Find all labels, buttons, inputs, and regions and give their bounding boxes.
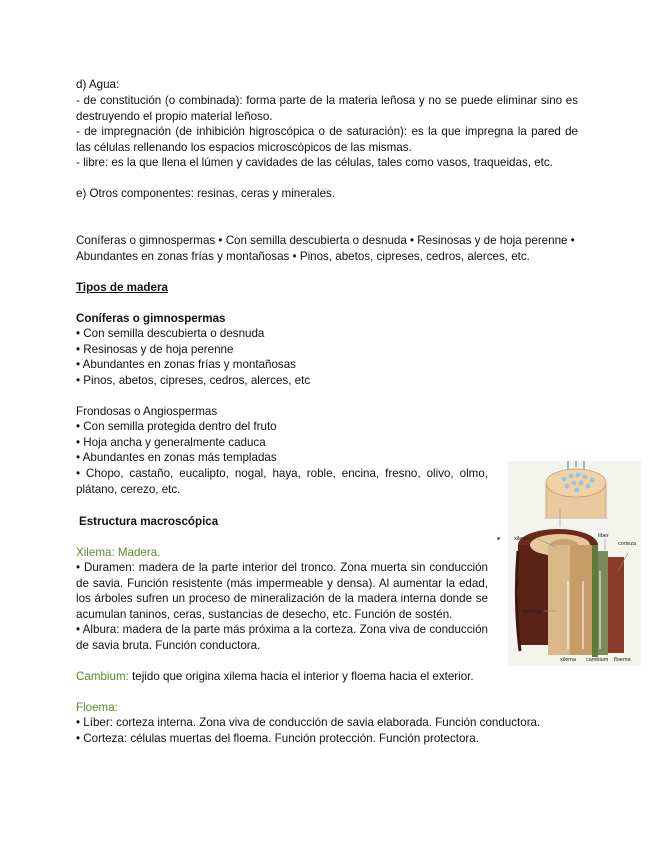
- estructura-heading: Estructura macroscópica: [79, 515, 219, 528]
- coniferas-item: • Pinos, abetos, cipreses, cedros, alerces, etc: [76, 374, 311, 387]
- cambium-label: Cambium:: [76, 670, 129, 683]
- tipos-heading: Tipos de madera: [76, 281, 168, 294]
- coniferas-summary: Coníferas o gimnospermas • Con semilla descubierta o desnuda • Resinosas y de hoja perenne • Abundantes en zonas frías y montañosas • Pinos, abetos, cipreses, cedros, alerces, etc.: [76, 234, 575, 263]
- frondosas-heading: Frondosas o Angiospermas: [76, 405, 218, 418]
- red-marker: [497, 537, 500, 540]
- coniferas-item: • Con semilla descubierta o desnuda: [76, 327, 265, 340]
- floema-item: • Líber: corteza interna. Zona viva de conducción de savia elaborada. Función conductora.: [76, 716, 541, 729]
- coniferas-item: • Abundantes en zonas frías y montañosas: [76, 358, 296, 371]
- frondosas-item: • Abundantes en zonas más templadas: [76, 451, 277, 464]
- agua-heading: d) Agua:: [76, 78, 120, 91]
- figure-label-cambium: cambium: [586, 657, 609, 663]
- cambium-text: tejido que origina xilema hacia el interior y floema hacia el exterior.: [128, 670, 474, 683]
- floema-heading: Floema:: [76, 701, 118, 714]
- xilema-duramen: • Duramen: madera de la parte interior del tronco. Zona muerta sin conducción de savia. Función resistente (más impermeable y densa). Al aumentar la edad, los árboles sufren un proceso de mineralización de la madera interna donde se acumulan taninos, ceras, sustancias de desecho, etc. Función de sostén.: [76, 561, 488, 621]
- figure-label-xilema-bottom: xilema: [560, 657, 576, 663]
- frondosas-item: • Con semilla protegida dentro del fruto: [76, 420, 277, 433]
- agua-libre: - libre: es la que llena el lúmen y cavidades de las células, tales como vasos, traqueidas, etc.: [76, 156, 553, 169]
- coniferas-heading: Coníferas o gimnospermas: [76, 312, 226, 325]
- floema-item: • Corteza: células muertas del floema. Función protección. Función protectora.: [76, 732, 479, 745]
- agua-constitucion: - de constitución (o combinada): forma parte de la materia leñosa y no se puede eliminar sino es destruyendo el propio material leñoso.: [76, 94, 578, 123]
- figure-label-corteza: corteza: [618, 541, 637, 547]
- frondosas-item: • Chopo, castaño, eucalipto, nogal, haya, roble, encina, fresno, olivo, olmo, plátano, cerezo, etc.: [76, 467, 488, 496]
- figure-label-xilema: xilema: [514, 536, 530, 542]
- agua-impregnacion: - de impregnación (de inhibición higroscópica o de saturación): es la que impregna la pared de las células rellenando los espacios microscópicos de las mismas.: [76, 125, 578, 154]
- otros-componentes: e) Otros componentes: resinas, ceras y minerales.: [76, 187, 336, 200]
- figure-label-duramen: duramen: [522, 609, 544, 615]
- coniferas-item: • Resinosas y de hoja perenne: [76, 343, 234, 356]
- figure-label-liber: líber: [598, 533, 609, 539]
- xilema-heading: Xilema: Madera.: [76, 546, 161, 559]
- cambium-paragraph: [76, 669, 578, 685]
- frondosas-item: • Hoja ancha y generalmente caduca: [76, 436, 266, 449]
- figure-label-floema: floema: [614, 657, 631, 663]
- xilema-albura: • Albura: madera de la parte más próxima a la corteza. Zona viva de conducción de savia bruta. Función conductora.: [76, 623, 488, 652]
- wood-structure-figure: [508, 461, 641, 666]
